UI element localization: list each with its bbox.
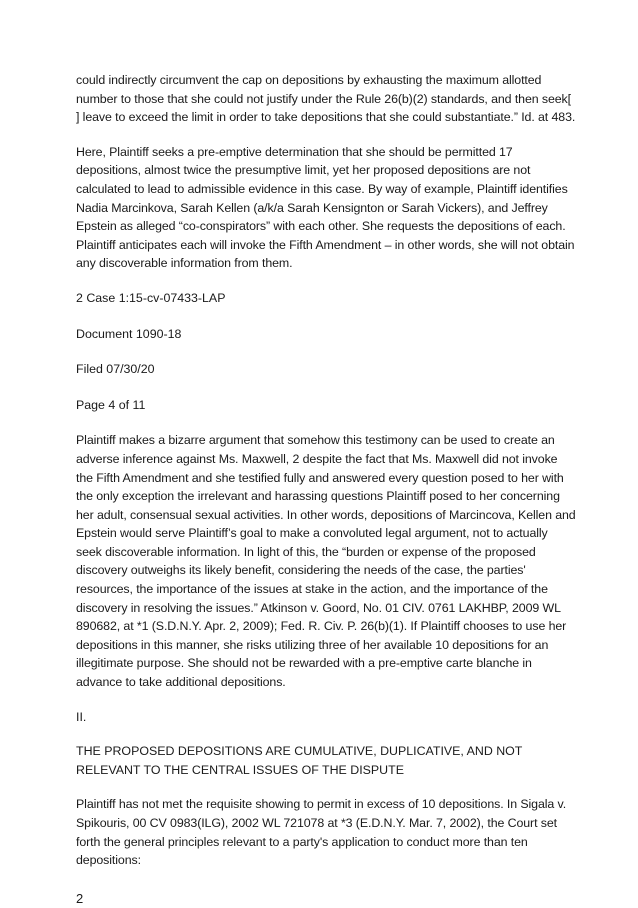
paragraph-deposition-cap: could indirectly circumvent the cap on depositions by exhausting the maximum allotted number to those that she could not justify under the Rule 26(b)(2) standards, and then seek[ ] leave to exceed the limit in order to take depositions that she could substantiate.” Id. at 483.: [76, 73, 576, 125]
section-number: II.: [76, 709, 87, 724]
paragraph-adverse-inference: Plaintiff makes a bizarre argument that somehow this testimony can be used to create an adverse inference against Ms. Maxwell, 2 despite the fact that Ms. Maxwell did not invoke the Fifth Amendment and she testified fully and answered every question posed to her with the only exception the irrelevant and harassing questions Plaintiff posed to her concerning her adult, consensual sexual activities. In other words, depositions of Marcincova, Kellen and Epstein would serve Plaintiff’s goal to make a convoluted legal argument, not to actually seek discoverable information. In light of this, the “burden or expense of the proposed discovery outweighs its likely benefit, considering the needs of the case, the parties' resources, the importance of the issues at stake in the action, and the importance of the discovery in resolving the issues.” Atkinson v. Goord, No. 01 CIV. 0761 LAKHBP, 2009 WL 890682, at *1 (S.D.N.Y. Apr. 2, 2009); Fed. R. Civ. P. 26(b)(1). If Plaintiff chooses to use her depositions in this manner, she risks utilizing three of her available 10 depositions for an illegitimate purpose. She should not be rewarded with a pre-emptive carte blanche in advance to take additional depositions.: [76, 433, 576, 690]
paragraph-requisite-showing: Plaintiff has not met the requisite showing to permit in excess of 10 depositions. In Sigala v. Spikouris, 00 CV 0983(ILG), 2002 WL 721078 at *3 (E.D.N.Y. Mar. 7, 2002), the Court set forth the general principles relevant to a party's application to conduct more than ten depositions:: [76, 797, 567, 868]
page-count-line: Page 4 of 11: [76, 397, 146, 412]
section-heading: THE PROPOSED DEPOSITIONS ARE CUMULATIVE, DUPLICATIVE, AND NOT RELEVANT TO THE CENTRAL ISSUES OF THE DISPUTE: [76, 744, 523, 777]
case-number-line: 2 Case 1:15-cv-07433-LAP: [76, 290, 226, 305]
document-body: [76, 71, 576, 908]
paragraph-plaintiff-request: Here, Plaintiff seeks a pre-emptive determination that she should be permitted 17 depositions, almost twice the presumptive limit, yet her proposed depositions are not calculated to lead to admissible evidence in this case. By way of example, Plaintiff identifies Nadia Marcinkova, Sarah Kellen (a/k/a Sarah Kensignton or Sarah Vickers), and Jeffrey Epstein as alleged “co-conspirators” with each other. She requests the depositions of each. Plaintiff anticipates each will invoke the Fifth Amendment – in other words, she will not obtain any discoverable information from them.: [76, 144, 575, 271]
footer-page-number: 2: [76, 890, 84, 906]
filed-date-line: Filed 07/30/20: [76, 362, 155, 377]
document-number-line: Document 1090-18: [76, 326, 182, 341]
